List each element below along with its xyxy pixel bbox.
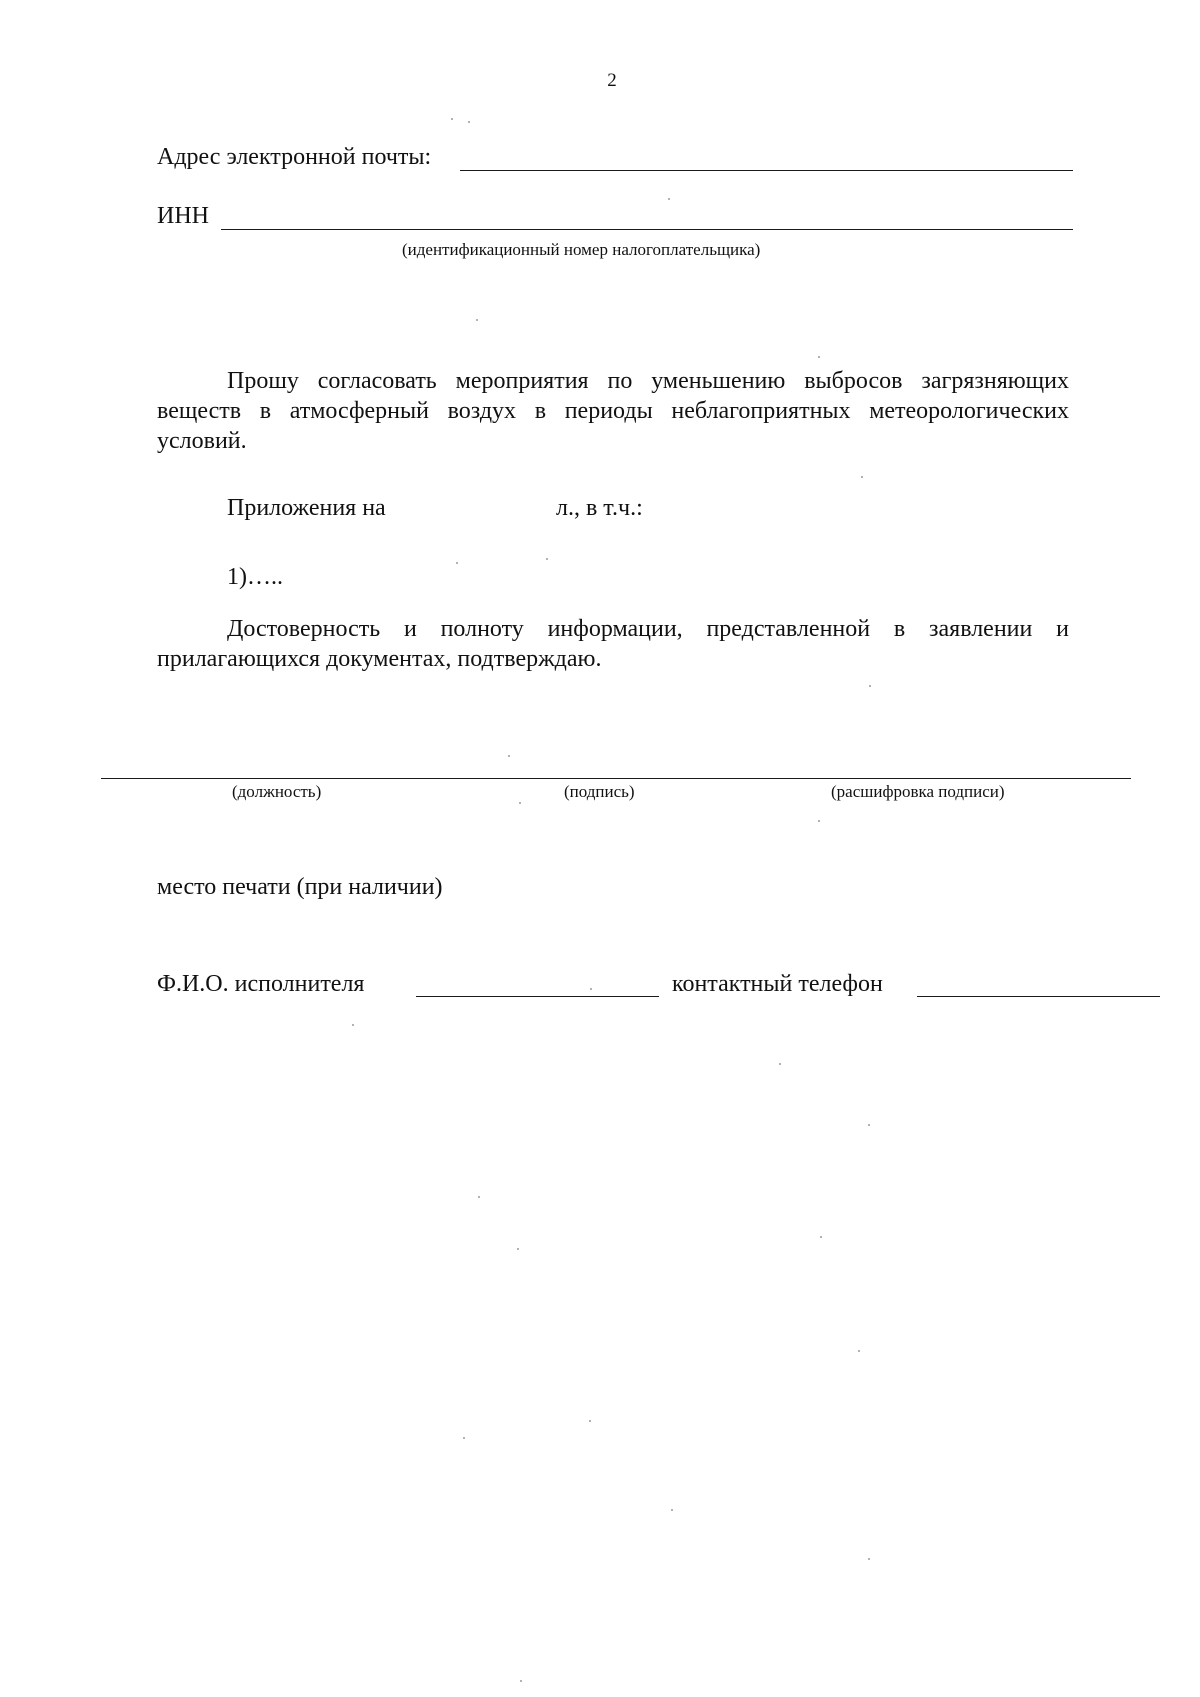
executor-name-field-line[interactable]: [416, 996, 659, 997]
scan-speck: [517, 1248, 519, 1250]
scan-speck: [820, 1236, 822, 1238]
scan-speck: [858, 1350, 860, 1352]
scan-speck: [463, 1437, 465, 1439]
email-field-line[interactable]: [460, 170, 1073, 171]
scan-speck: [352, 1024, 354, 1026]
scan-speck: [478, 1196, 480, 1198]
scan-speck: [456, 562, 458, 564]
scan-speck: [476, 319, 478, 321]
executor-phone-field-line[interactable]: [917, 996, 1160, 997]
inn-label: ИНН: [157, 203, 209, 229]
scan-speck: [546, 558, 548, 560]
stamp-place-label: место печати (при наличии): [157, 874, 443, 900]
attachments-label: Приложения на: [227, 495, 386, 521]
scan-speck: [868, 1558, 870, 1560]
signature-line[interactable]: [101, 778, 1131, 779]
confirmation-text: Достоверность и полноту информации, представленной в заявлении и прилагающихся документах, подтверждаю.: [157, 616, 1069, 672]
request-paragraph: [157, 366, 1069, 456]
attachment-item-1: 1)…..: [227, 564, 283, 590]
executor-phone-label: контактный телефон: [672, 971, 883, 997]
inn-field-line[interactable]: [221, 229, 1073, 230]
scan-speck: [451, 118, 453, 120]
attachments-suffix: л., в т.ч.:: [556, 495, 643, 521]
inn-caption: (идентификационный номер налогоплательщика): [402, 240, 761, 259]
request-text: Прошу согласовать мероприятия по уменьшению выбросов загрязняющих веществ в атмосферный воздух в периоды неблагоприятных метеорологических условий.: [157, 368, 1069, 454]
position-caption: (должность): [232, 782, 322, 801]
signature-caption: (подпись): [564, 782, 635, 801]
scan-speck: [508, 755, 510, 757]
scan-speck: [861, 476, 863, 478]
scan-speck: [818, 820, 820, 822]
scan-speck: [671, 1509, 673, 1511]
scan-speck: [589, 1420, 591, 1422]
page-number: 2: [607, 70, 617, 91]
scan-speck: [818, 356, 820, 358]
scan-speck: [590, 988, 592, 990]
scan-speck: [520, 1680, 522, 1682]
email-label: Адрес электронной почты:: [157, 144, 432, 170]
scan-speck: [868, 1124, 870, 1126]
confirmation-paragraph: [157, 614, 1069, 674]
scan-speck: [519, 802, 521, 804]
scan-speck: [668, 198, 670, 200]
scan-speck: [468, 121, 470, 123]
signature-decoding-caption: (расшифровка подписи): [831, 782, 1005, 801]
executor-name-label: Ф.И.О. исполнителя: [157, 971, 365, 997]
scan-speck: [869, 685, 871, 687]
scan-speck: [779, 1063, 781, 1065]
